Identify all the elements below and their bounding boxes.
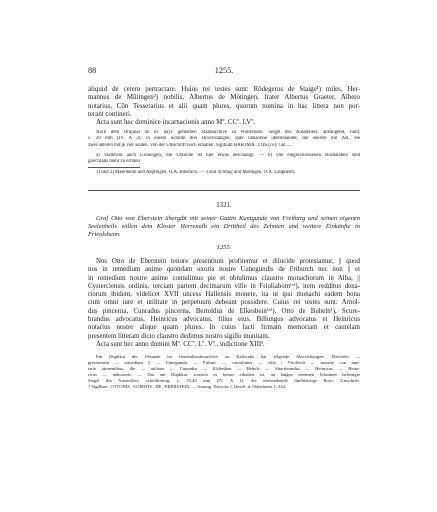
text-line: terant contineri.	[88, 110, 132, 118]
note-line: Nach dem Original im kl. bayr. geheimen Staatsarchive zu Wallerstein. Siegel des Ausstellers, abhängend, rund,	[96, 130, 360, 135]
variant-note	[88, 153, 360, 166]
footnote-line: 1) und 2) Maselheim und Aepfingen, O.A. Biberach. — 3 und 4) Staig und Mötingen, O.A. Laupheim.	[96, 170, 296, 175]
text-line: aliquid de cetero pertractare. Huius rei testes sunt: Rôdegerus de Staige¹) miles, Her-	[88, 86, 360, 93]
note-line: tario attinentibus, die — utilitate — Cunradus — Elchesken — Beholz — Shurrbrandus — Heinricus — Heinr-	[88, 366, 360, 371]
note-line: Ein Duplikat der Urkunde im Generallandesarchive zu Karlsruhe hat folgende Abweichungen: Eberstein —	[96, 354, 360, 359]
text-line: brandus advocatus, Heinricus advocatus, filius eius, Billungus advocatus et Heinricus	[88, 316, 360, 324]
page-number: 88	[88, 66, 97, 75]
footnote-rule	[88, 167, 140, 168]
regest-line: Frieolsheim.	[88, 231, 121, 239]
acta-line: Acta sunt hec dominice incarnacionis anno Mº. CCº. LVº.	[96, 119, 256, 127]
text-line: notarius, Côn Tesserarius et alii quam plures, quorum nomina in hac littera non por-	[88, 102, 360, 110]
duplicate-note	[88, 354, 360, 390]
note-line: presencium — remedium || — Cunegundis — Friburc — contulimus — ville | Vriolfsolt — monete con mar-	[88, 360, 360, 365]
text-line: riorum ibidem, videlicet XVII uncess Hallensis monete, ita ut ipsi monachi eadem bona	[88, 291, 360, 299]
text-line: Cysterciensis ordinis, terciam partem decimarum ville in Frioliabom⁽ᵃ⁾), item redditus dena-	[88, 282, 360, 290]
note-line: a) Vielleicht auch Gruningen, die Urkunde ist hier etwas beschädigt. — b) Die eingeschlossenen Buchstaben sind	[96, 153, 360, 158]
note-line: zwei unteren mit je vier Enden. Von der Umschrift noch erhalten: Sigillum HARTMA...ITIS.(co). GR......	[88, 142, 293, 148]
note-line: ricus — indictione. — Das am Duplikat, wonach es besser erhalten ist, an langen seidenen Schnüren befestigte	[88, 372, 360, 377]
text-line: presentem litteram dicto claustro dedimus nostro sigillo munitam.	[88, 332, 270, 340]
text-line: dus pincerna, Cunradus pincerna, Bertoldus de Elkesbein⁽ᵇ⁾), Otto de Buheln¹), Scure-	[88, 307, 360, 315]
page-header	[88, 66, 360, 76]
regest-summary	[88, 215, 360, 240]
note-line: c. 29 mm (IV. A 2): in einem Schilde drei Hirschstangen, quer linksohne übereinander, die oberste mit Ast, die	[88, 136, 360, 142]
running-year: 1255.	[214, 66, 234, 75]
text-line: in remedium nostre anime contulimus pie et obtulimus claustro monachorum in Alba, ||	[88, 274, 360, 282]
charter-text	[88, 258, 360, 349]
text-line: notarius noster alique quam plures. In cuius facti firmam memoriam et cautelam	[88, 324, 360, 332]
section-divider	[88, 190, 360, 191]
note-line: gleichfalls mehr zu erraten.	[88, 159, 141, 165]
source-note	[88, 130, 360, 149]
document-number: 1321.	[216, 202, 232, 209]
text-line: cum omni iure et utilitate in perpetuum debeant possidere. Cuius rei testes sunt: Arnol-	[88, 299, 360, 307]
footnotes	[88, 170, 360, 176]
note-line: † Sigillum . OTTONIS . COMITIS . DE . EBERSTEIN. — Auszug: Zeitschr. f. Gesch. d. Oberrheins 1, 334.	[88, 384, 287, 389]
regest-line: Seelenheils willen dem Kloster Herrenalb ein Drittheil des Zehnten und weitere Einkünfte in	[88, 223, 360, 231]
regest-line: Graf Otto von Eberstein übergibt mit seiner Gattin Kunigunde von Freiburg und seinen eigenen	[96, 215, 360, 222]
text-line: mannus de Mûtingen²) nobilis, Albertus de Mötingen, frater Albertus Graeter, Albero	[88, 94, 360, 102]
note-line: Siegel des Ausstellers, schildförmig, c. 55,40 mm (IV. A 1): die obenstehende fünfblättrige Rose; Umschrift:	[88, 378, 360, 383]
acta-line: Acta sunt hec anno domini Mº. CCº. Lº. Vº., indictione XIIIª.	[96, 340, 265, 348]
text-line: Nos Otto de Eberstein tenore presentium profitemur et dilucide protestamur, || quod	[96, 258, 360, 265]
charter-text-continued	[88, 86, 360, 127]
text-line: nos in remedium anime quondam uxoris nostre Cunegundis de Friburch nec non || et	[88, 266, 360, 274]
document-date: 1255.	[216, 244, 232, 251]
